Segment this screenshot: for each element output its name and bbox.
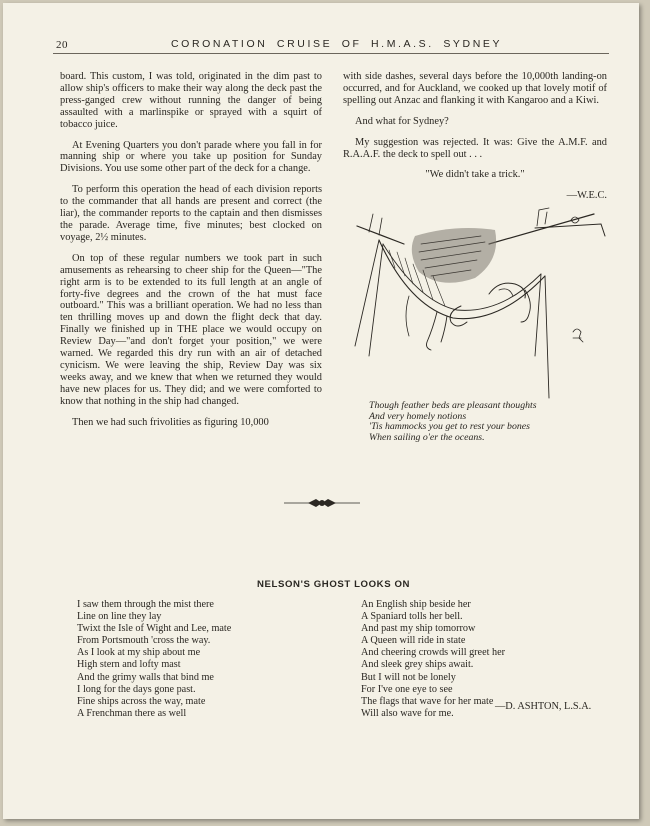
article-paragraph: At Evening Quarters you don't parade where you fall in for manning ship or where you take up position for Sunday Divisions. You use some other part of the deck for a change. [60,139,322,175]
article-signature: —W.E.C. [566,190,607,202]
illustration-caption [369,401,619,443]
poem-left-stanza [77,599,231,720]
poem-line: But I will not be lonely [361,671,456,683]
poem-line: Twixt the Isle of Wight and Lee, mate [77,623,232,635]
page-number: 20 [56,39,68,51]
poem-line: I long for the days gone past. [77,683,196,695]
poem-line: And cheering crowds will greet her [361,647,505,659]
page-header [53,39,609,54]
poem-line: A Spaniard tolls her bell. [361,611,463,623]
poem-right-stanza [361,599,505,720]
caption-line: When sailing o'er the oceans. [369,431,485,443]
article-paragraph: board. This custom, I was told, originated in the dim past to allow ship's officers to make their way along the deck past the press-ganged crew without running the danger of being assaulted with a marlinspike or sprayed with a squirt of tobacco juice. [60,71,322,130]
poem-line: And sleek grey ships await. [361,659,474,671]
caption-line: 'Tis hammocks you get to rest your bones [369,421,530,433]
article-paragraph: On top of these regular numbers we took part in such amusements as rehearsing to cheer ship for the Queen—"The right arm is to be extended to its full length at an angle of forty-five degrees and the crown of the hat must face outboard." This was a brilliant operation. We had no less than ten thrilling moves up and down the flight deck that day. Finally we finished up in THE place we would occupy on Review Day—"and don't forget your position," we were warned. We regarded this dry run with an air of detached cynicism. We were leaving the ship, Review Day was six weeks away, and we knew that when we returned they would have new places for us. They did; and we were comforted to know that nothing in the ship had changed. [60,252,322,407]
poem-line: Line on line they lay [77,611,162,623]
closing-quote: "We didn't take a trick." [425,169,525,181]
poem-line: As I look at my ship about me [77,647,201,659]
article-right-column [343,71,607,211]
article-paragraph: And what for Sydney? [355,115,449,127]
poem-author: —D. ASHTON, L.S.A. [495,701,592,712]
poem-line: And past my ship tomorrow [361,623,476,635]
caption-line: And very homely notions [369,410,467,422]
caption-line: Though feather beds are pleasant thoughts [369,400,537,411]
hammock-sketch-illustration [349,206,607,400]
poem-line: Will also wave for me. [361,707,454,719]
article-paragraph: To perform this operation the head of each division reports to the commander that all hands are present and correct (the liar), the commander reports to the captain and then dismisses the parade. Average time, five minutes; best clocked on voyage, 2½ minutes. [60,184,322,243]
poem-title: NELSON'S GHOST LOOKS ON [257,579,411,590]
article-paragraph: My suggestion was rejected. It was: Give the A.M.F. and R.A.A.F. the deck to spell out . . . [343,136,607,160]
poem-line: The flags that wave for her mate [361,695,494,707]
poem-line: And the grimy walls that bind me [77,671,214,683]
poem-line: A Queen will ride in state [361,635,466,647]
poem-line: I saw them through the mist there [77,599,214,610]
running-title: CORONATION CRUISE OF H.M.A.S. SYDNEY [171,38,503,50]
magazine-page [3,3,639,819]
poem-line: Fine ships across the way, mate [77,695,206,707]
poem-line: High stern and lofty mast [77,659,181,671]
section-divider-ornament [282,497,362,509]
poem-line: From Portsmouth 'cross the way. [77,635,211,647]
article-paragraph: with side dashes, several days before the 10,000th landing-on occurred, and for Auckland, we cooked up that lovely motif of spelling out Anzac and flanking it with Kangaroo and a Kiwi. [343,71,607,106]
article-left-column [60,71,322,437]
article-paragraph: Then we had such frivolities as figuring 10,000 [72,416,269,428]
poem-line: A Frenchman there as well [77,707,187,719]
poem-line: An English ship beside her [361,599,471,610]
poem-line: For I've one eye to see [361,683,453,695]
